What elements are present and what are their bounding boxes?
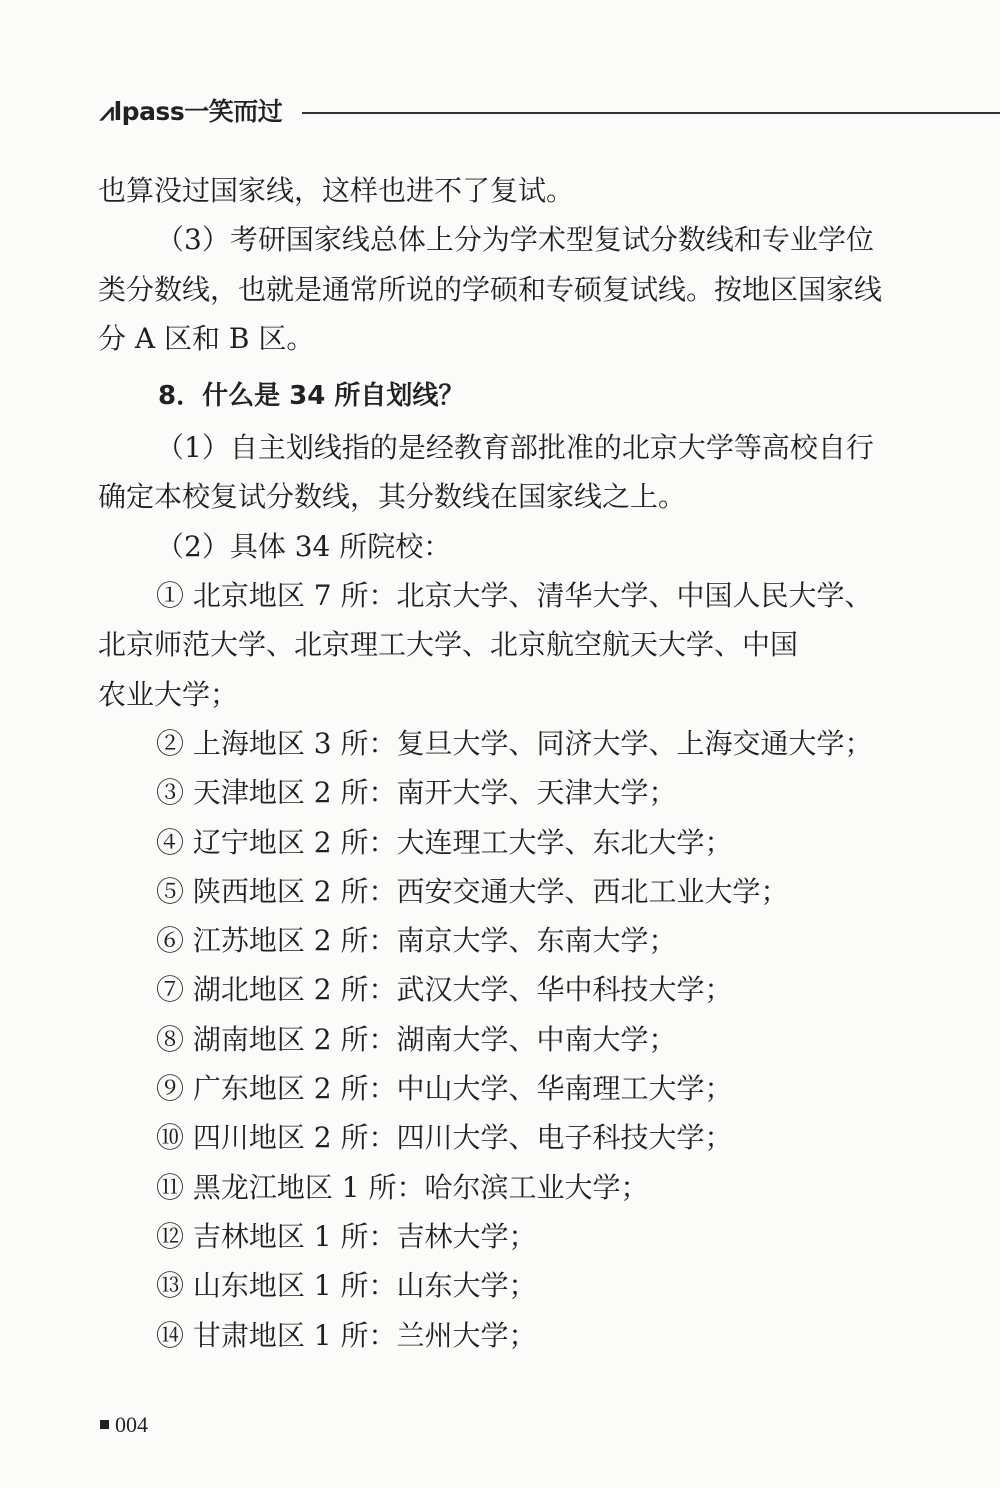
footer-square-icon [100,1420,109,1429]
paragraph-continued: 也算没过国家线，这样也进不了复试。 [98,174,575,207]
page-footer [100,1410,148,1440]
question-heading: 8．什么是 34 所自划线？ [158,381,465,412]
school-line-14: ⑫ 吉林地区 1 所：吉林大学； [156,1219,537,1253]
question-paragraph-1: （1）自主划线指的是经教育部批准的北京大学等高校自行确定本校复试分数线，其分数线在国家线之上。 [98,431,874,514]
school-line-5: ③ 天津地区 2 所：南开大学、天津大学； [156,776,677,810]
school-line-11: ⑨ 广东地区 2 所：中山大学、华南理工大学； [156,1072,733,1106]
header-rule [302,112,1000,114]
school-line-3: 农业大学； [98,677,239,711]
school-line-7: ⑤ 陕西地区 2 所：西安交通大学、西北工业大学； [156,874,789,908]
page-number: 004 [115,1412,148,1437]
school-line-13: ⑪ 黑龙江地区 1 所：哈尔滨工业大学； [156,1170,649,1204]
school-line-10: ⑧ 湖南地区 2 所：湖南大学、中南大学； [156,1022,677,1056]
school-line-12: ⑩ 四川地区 2 所：四川大学、电子科技大学； [156,1121,733,1155]
school-line-8: ⑥ 江苏地区 2 所：南京大学、东南大学； [156,924,677,958]
school-line-16: ⑭ 甘肃地区 1 所：兰州大学； [156,1318,537,1352]
running-header [100,92,1000,132]
school-line-15: ⑬ 山东地区 1 所：山东大学； [156,1269,537,1303]
school-line-9: ⑦ 湖北地区 2 所：武汉大学、华中科技大学； [156,973,733,1007]
paragraph-3: （3）考研国家线总体上分为学术型复试分数线和专业学位类分数线，也就是通常所说的学硕和专硕复试线。按地区国家线分 A 区和 B 区。 [98,223,883,355]
brand-logo: ⩘lpass一笑而过 [100,97,283,126]
school-line-1: ① 北京地区 7 所：北京大学、清华大学、中国人民大学、 [156,579,873,613]
school-line-6: ④ 辽宁地区 2 所：大连理工大学、东北大学； [156,825,733,859]
page-body [98,166,888,1360]
school-line-2: 北京师范大学、北京理工大学、北京航空航天大学、中国 [98,628,799,662]
question-paragraph-2: （2）具体 34 所院校： [156,529,452,563]
school-line-4: ② 上海地区 3 所：复旦大学、同济大学、上海交通大学； [156,726,873,760]
